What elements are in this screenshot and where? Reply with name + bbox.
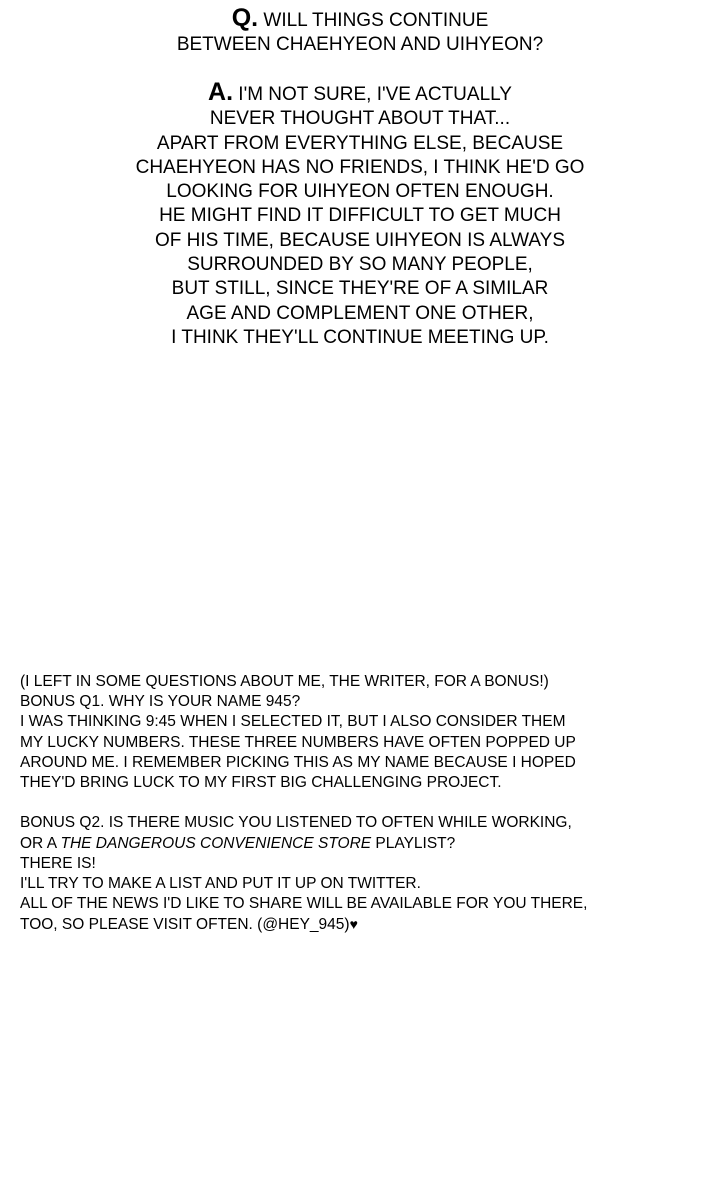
answer-line-7: OF HIS TIME, BECAUSE UIHYEON IS ALWAYS xyxy=(155,229,565,251)
answer-line-11: I THINK THEY'LL CONTINUE MEETING UP. xyxy=(171,326,549,348)
question-line-1 xyxy=(0,6,720,33)
question-block xyxy=(0,6,720,57)
question-marker: Q. xyxy=(231,4,259,32)
bonus-q2-suffix: PLAYLIST? xyxy=(371,834,456,852)
bonus-q1-answer-line-1: I WAS THINKING 9:45 WHEN I SELECTED IT, BUT I ALSO CONSIDER THEM xyxy=(20,713,566,731)
bonus-q2-question-line-1: BONUS Q2. IS THERE MUSIC YOU LISTENED TO OFTEN WHILE WORKING, xyxy=(20,814,572,832)
answer-line-5: LOOKING FOR UIHYEON OFTEN ENOUGH. xyxy=(166,181,554,203)
answer-marker: A. xyxy=(208,78,234,106)
bonus-q1-answer-line-4: THEY'D BRING LUCK TO MY FIRST BIG CHALLENGING PROJECT. xyxy=(20,774,502,792)
question-line-2: BETWEEN CHAEHYEON AND UIHYEON? xyxy=(176,34,544,55)
answer-block xyxy=(0,80,720,350)
bonus-intro: (I LEFT IN SOME QUESTIONS ABOUT ME, THE WRITER, FOR A BONUS!) xyxy=(20,673,549,690)
answer-line-2: NEVER THOUGHT ABOUT THAT... xyxy=(209,108,511,130)
answer-line-3: APART FROM EVERYTHING ELSE, BECAUSE xyxy=(156,132,564,154)
playlist-title: THE DANGEROUS CONVENIENCE STORE xyxy=(60,834,372,852)
answer-line-8: SURROUNDED BY SO MANY PEOPLE, xyxy=(187,254,533,276)
bonus-q1-question: BONUS Q1. WHY IS YOUR NAME 945? xyxy=(20,693,301,711)
answer-line-4: CHAEHYEON HAS NO FRIENDS, I THINK HE'D GO xyxy=(135,156,585,178)
bonus-q1-answer-line-2: MY LUCKY NUMBERS. THESE THREE NUMBERS HAVE OFTEN POPPED UP xyxy=(20,733,576,751)
bonus-q2-answer-line-2: I'LL TRY TO MAKE A LIST AND PUT IT UP ON TWITTER. xyxy=(20,875,421,893)
bonus-q2-prefix: OR A xyxy=(20,834,61,852)
bonus-q2-answer-line-1: THERE IS! xyxy=(20,854,96,872)
bonus-q2-last-text: TOO, SO PLEASE VISIT OFTEN. (@HEY_945) xyxy=(20,916,350,934)
bonus-q1-answer-line-3: AROUND ME. I REMEMBER PICKING THIS AS MY NAME BECAUSE I HOPED xyxy=(20,753,576,771)
bonus-q2-answer-line-3: ALL OF THE NEWS I'D LIKE TO SHARE WILL BE AVAILABLE FOR YOU THERE, xyxy=(20,895,588,913)
heart-icon: ♥ xyxy=(349,916,358,933)
bonus-q2-question-line-2 xyxy=(20,834,700,854)
answer-text-1: I'M NOT SURE, I'VE ACTUALLY xyxy=(238,84,512,105)
answer-line-10: AGE AND COMPLEMENT ONE OTHER, xyxy=(186,302,534,324)
answer-line-1 xyxy=(0,80,720,107)
bonus-q2-answer-line-4 xyxy=(20,914,700,935)
question-text-1: WILL THINGS CONTINUE xyxy=(263,10,489,31)
bonus-spacer xyxy=(20,793,700,813)
bonus-section xyxy=(20,672,700,936)
answer-line-6: HE MIGHT FIND IT DIFFICULT TO GET MUCH xyxy=(159,205,561,227)
answer-line-9: BUT STILL, SINCE THEY'RE OF A SIMILAR xyxy=(171,278,549,300)
